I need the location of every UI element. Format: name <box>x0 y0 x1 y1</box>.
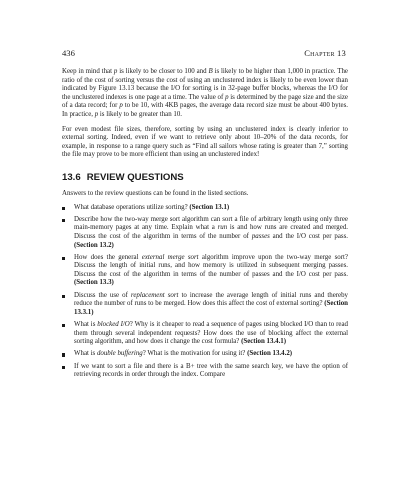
section-number: 13.6 <box>62 171 81 183</box>
text-segment: is determined by the page size and the size of a data record; for <box>62 93 348 110</box>
section-reference: (Section 13.4.1) <box>241 338 287 346</box>
emphasis-text: blocked I/O <box>97 321 130 329</box>
bullet-icon <box>62 207 65 210</box>
body-paragraph <box>62 68 348 120</box>
text-segment: Discuss the use of <box>74 291 131 299</box>
emphasis-text: p <box>225 93 229 101</box>
text-segment: algorithm improve upon the two-way merge sort? Discuss the length of initial runs, and how memory is utilized in subsequent merging passes. Discuss the cost of the algorithm in terms of the number of passes and the I/O cost per pass. <box>74 253 348 278</box>
emphasis-text: external merge sort <box>141 253 199 261</box>
emphasis-text: run <box>217 224 228 232</box>
emphasis-text: double buffering <box>96 350 143 358</box>
review-question-item <box>62 204 348 213</box>
review-question-item <box>62 292 348 318</box>
text-segment: Describe how the two-way merge sort algorithm can sort a file of arbitrary length using only three main-memory pages at any time. Explain what a <box>74 215 348 232</box>
emphasis-text: passes <box>251 232 270 240</box>
section-reference: (Section 13.4.2) <box>247 350 293 358</box>
running-header <box>62 48 346 58</box>
section-reference: (Section 13.1) <box>189 203 230 211</box>
body-paragraph <box>62 126 348 160</box>
text-segment: and the I/O cost per pass. <box>269 232 348 240</box>
section-reference: (Section 13.3.1) <box>74 300 348 316</box>
bullet-icon <box>62 324 65 327</box>
bullet-icon <box>62 295 65 298</box>
section-reference: (Section 13.3) <box>74 279 114 287</box>
emphasis-text: B <box>208 68 213 75</box>
bullet-icon <box>62 219 65 222</box>
text-segment: is likely to be higher than 1,000 in practice. The ratio of the cost of sorting versus the cost of using an unclustered index is likely to be even lower than indicated by Figure 13.13 because the I/O for sorting is in 32-page buffer blocks, whereas the I/O for the unclustered indexes is one page at a time. The value of <box>62 68 348 101</box>
emphasis-text: p <box>94 110 99 118</box>
section-title: REVIEW QUESTIONS <box>86 171 184 183</box>
text-segment: If we want to sort a file and there is a B+ tree with the same search key, we have the option of retrieving records in order through the index. Compare <box>74 362 348 379</box>
page-number: 436 <box>62 48 75 58</box>
text-segment: is likely to be greater than 10. <box>98 110 182 118</box>
text-segment: What is <box>74 321 98 329</box>
emphasis-text: p <box>119 102 123 110</box>
emphasis-text: p <box>113 68 118 75</box>
bullet-icon <box>62 257 65 260</box>
review-question-item <box>62 350 348 359</box>
review-question-item <box>62 363 348 380</box>
review-questions-list <box>62 204 348 380</box>
text-segment: ? Why is it cheaper to read a sequence of pages using blocked I/O than to read them through several independent requests? How does the use of blocking affect the external sorting algorithm, and how does it change the cost formula? <box>74 321 348 346</box>
page-body <box>62 68 348 383</box>
bullet-icon <box>62 353 65 356</box>
chapter-label: Chapter 13 <box>304 48 346 58</box>
text-segment: What database operations utilize sorting? <box>74 203 190 211</box>
text-segment: is and how runs are created and merged. Discuss the cost of the algorithm in terms of the number of <box>74 224 348 240</box>
emphasis-text: replacement sort <box>130 291 179 299</box>
review-question-item <box>62 254 348 288</box>
text-segment: to be 10, with 4KB pages, the average data record size must be about 400 bytes. In practice, <box>62 102 348 118</box>
text-segment: Keep in mind that <box>62 68 114 75</box>
text-segment: How does the general <box>74 253 142 261</box>
text-segment: is likely to be closer to 100 and <box>117 68 209 75</box>
bullet-icon <box>62 366 65 369</box>
text-segment: What is <box>74 350 97 358</box>
review-question-item <box>62 321 348 347</box>
section-heading <box>62 172 348 184</box>
body-paragraphs <box>62 68 348 160</box>
section-intro: Answers to the review questions can be found in the listed sections. <box>62 189 249 197</box>
text-segment: to increase the average length of initial runs and thereby reduce the number of runs to be merged. How does this affect the cost of external sorting? <box>74 291 348 308</box>
text-segment: ? What is the motivation for using it? <box>142 350 248 358</box>
section-reference: (Section 13.2) <box>74 241 114 249</box>
review-question-item <box>62 216 348 250</box>
text-segment: For even modest file sizes, therefore, sorting by using an unclustered index is clearly inferior to external sorting. Indeed, even if we want to retrieve only about 10–20% of the data records, for example, in response to a range query such as “Find all sailors whose rating is greater than 7,” sorting the file may prove to be more efficient than using an unclustered index! <box>62 125 348 159</box>
